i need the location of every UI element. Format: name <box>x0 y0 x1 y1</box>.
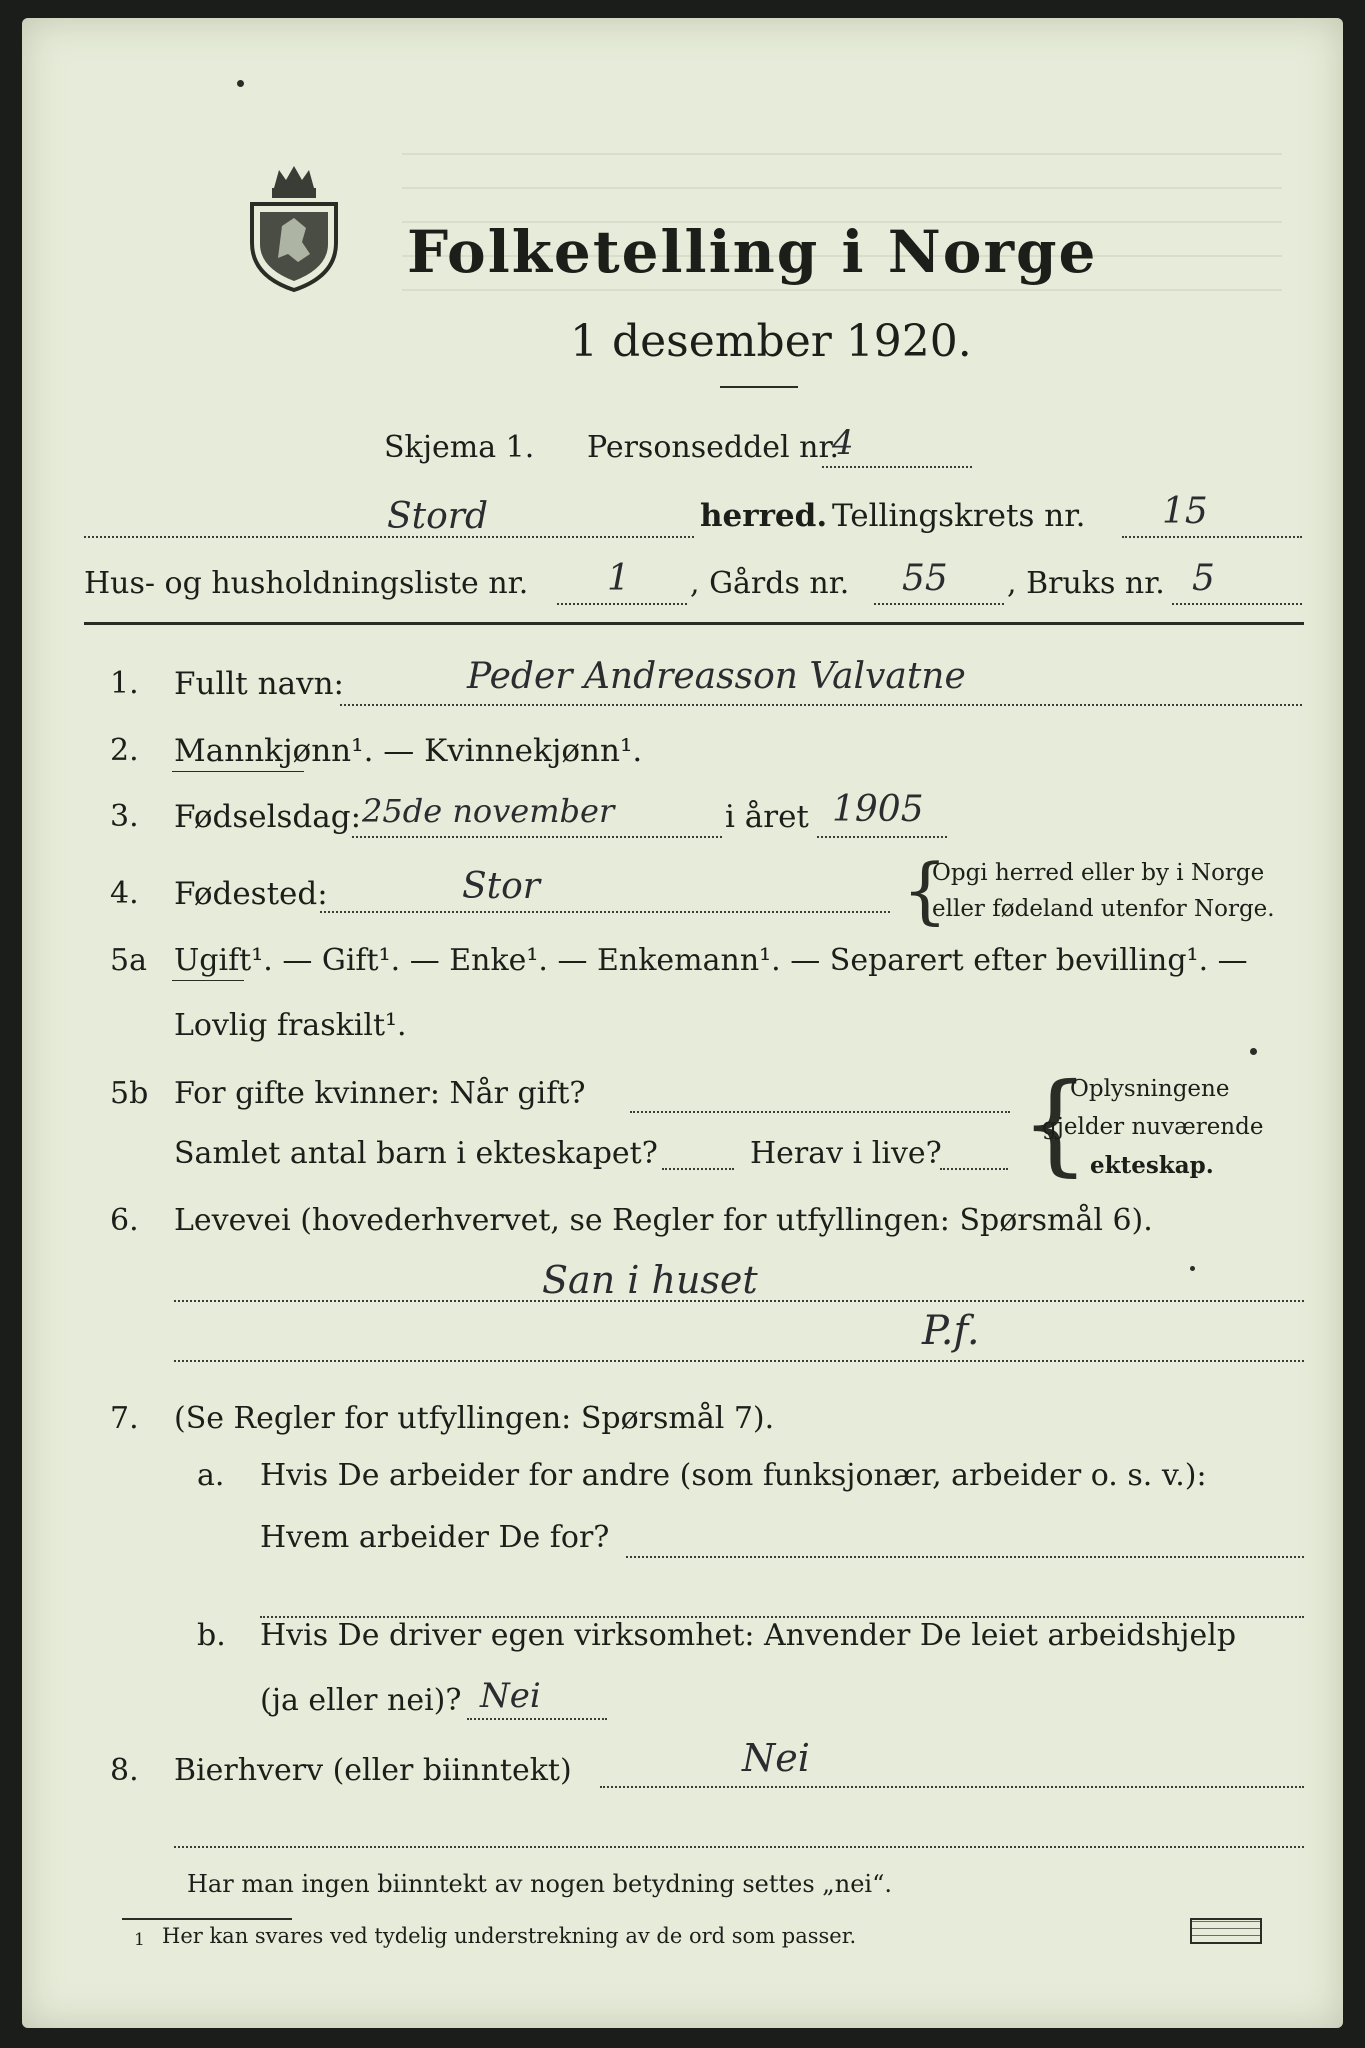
q6-line-2 <box>174 1360 1304 1362</box>
gards-value[interactable]: 55 <box>902 558 948 599</box>
q5a-label: Ugift¹. — Gift¹. — Enke¹. — Enkemann¹. — Separert efter bevilling¹. — <box>174 943 1248 978</box>
q5b-note-3: ekteskap. <box>1090 1152 1214 1179</box>
personseddel-label: Personseddel nr. <box>587 430 840 465</box>
q8-line-2 <box>174 1846 1304 1848</box>
title-rule <box>720 386 798 388</box>
q7b-number: b. <box>197 1618 226 1653</box>
footnote-mark: 1 <box>134 1930 145 1950</box>
tellingskrets-line <box>1122 536 1302 538</box>
q8-note: Har man ingen biinntekt av nogen betydning settes „nei“. <box>187 1870 892 1898</box>
birth-year-value[interactable]: 1905 <box>832 789 924 830</box>
q1-label: Fullt navn: <box>174 666 344 702</box>
ink-dot <box>1250 1048 1257 1055</box>
printer-stamp <box>1190 1918 1262 1944</box>
q4-note-2: eller fødeland utenfor Norge. <box>932 896 1275 922</box>
q3-day-line <box>352 836 722 838</box>
q5b-children-line <box>662 1168 734 1170</box>
bruks-line <box>1172 603 1302 605</box>
q5a-number: 5a <box>110 943 147 978</box>
hus-value[interactable]: 1 <box>607 558 630 599</box>
birthplace-value[interactable]: Stor <box>462 866 541 907</box>
gards-label: , Gårds nr. <box>690 566 850 601</box>
q1-number: 1. <box>110 666 139 701</box>
q4-note-1: Opgi herred eller by i Norge <box>932 860 1265 886</box>
q3-label: Fødselsdag: <box>174 799 362 835</box>
q2-label: Mannkjønn¹. — Kvinnekjønn¹. <box>174 733 643 769</box>
q7-number: 7. <box>110 1401 139 1436</box>
q7b-line <box>467 1718 607 1720</box>
form-title: Folketelling i Norge <box>407 218 1098 286</box>
footnote-rule <box>122 1918 292 1920</box>
q7-label: (Se Regler for utfyllingen: Spørsmål 7). <box>174 1401 775 1436</box>
q5b-label: For gifte kvinner: Når gift? <box>174 1076 586 1111</box>
census-form-sheet <box>22 18 1343 2028</box>
q5b-note-2: gjelder nuværende <box>1042 1114 1264 1140</box>
q8-number: 8. <box>110 1753 139 1788</box>
q7a-label: Hvis De arbeider for andre (som funksjonær, arbeider o. s. v.): <box>260 1458 1207 1493</box>
ugift-underline <box>172 980 244 981</box>
coat-of-arms-icon <box>244 158 344 293</box>
q5a-label-2: Lovlig fraskilt¹. <box>174 1008 407 1043</box>
q6-label: Levevei (hovederhvervet, se Regler for utfyllingen: Spørsmål 6). <box>174 1203 1153 1238</box>
q4-label: Fødested: <box>174 876 328 912</box>
q5b-brace: { <box>1020 1059 1090 1187</box>
bruks-label: , Bruks nr. <box>1007 566 1165 601</box>
footnote-text: Her kan svares ved tydelig understrekning av de ord som passer. <box>162 1924 857 1948</box>
tellingskrets-label: Tellingskrets nr. <box>832 498 1086 534</box>
q5b-alive-line <box>940 1168 1008 1170</box>
q7a-number: a. <box>197 1458 225 1493</box>
personseddel-line <box>822 466 972 468</box>
q5b-label-2: Samlet antal barn i ekteskapet? <box>174 1136 658 1171</box>
hus-label: Hus- og husholdningsliste nr. <box>84 566 529 601</box>
q8-value[interactable]: Nei <box>742 1736 810 1780</box>
header-rule <box>84 622 1304 625</box>
q5b-number: 5b <box>110 1076 149 1111</box>
q4-brace: { <box>902 848 948 932</box>
tellingskrets-value[interactable]: 15 <box>1162 491 1208 532</box>
q7a-label-2: Hvem arbeider De for? <box>260 1520 610 1555</box>
schema-label: Skjema 1. <box>384 430 535 465</box>
census-date: 1 desember 1920. <box>570 316 972 367</box>
herred-line <box>84 536 694 538</box>
q3-year-label: i året <box>725 799 809 835</box>
q4-line <box>320 911 890 913</box>
herred-label: herred. <box>700 498 828 534</box>
occupation-value[interactable]: San i huset <box>542 1258 758 1302</box>
full-name-value[interactable]: Peder Andreasson Valvatne <box>467 656 966 697</box>
q7b-label: Hvis De driver egen virksomhet: Anvender De leiet arbeidshjelp <box>260 1618 1237 1653</box>
q5b-label-3: Herav i live? <box>750 1136 942 1171</box>
ink-dot <box>1190 1266 1195 1271</box>
q7b-label-2: (ja eller nei)? <box>260 1683 462 1718</box>
herred-value[interactable]: Stord <box>387 496 489 537</box>
q5b-note-1: Oplysningene <box>1070 1076 1230 1102</box>
q6-number: 6. <box>110 1203 139 1238</box>
q1-line <box>340 704 1302 706</box>
q3-year-line <box>817 836 947 838</box>
hus-line <box>557 603 687 605</box>
q6-line-1 <box>174 1300 1304 1302</box>
personseddel-value[interactable]: 4 <box>832 423 854 463</box>
q8-label: Bierhverv (eller biinntekt) <box>174 1753 572 1788</box>
ink-dot <box>237 80 244 87</box>
mannkjonn-underline <box>172 771 304 772</box>
gards-line <box>874 603 1004 605</box>
q3-number: 3. <box>110 799 139 834</box>
q7b-value[interactable]: Nei <box>480 1676 541 1716</box>
q5b-married-line <box>630 1111 1010 1113</box>
q8-line-1 <box>600 1786 1304 1788</box>
birth-day-value[interactable]: 25de november <box>362 792 615 830</box>
q7a-line-1 <box>626 1556 1304 1558</box>
bruks-value[interactable]: 5 <box>1192 558 1215 599</box>
occupation-code-mark: P.f. <box>922 1308 980 1354</box>
q4-number: 4. <box>110 876 139 911</box>
q2-number: 2. <box>110 733 139 768</box>
